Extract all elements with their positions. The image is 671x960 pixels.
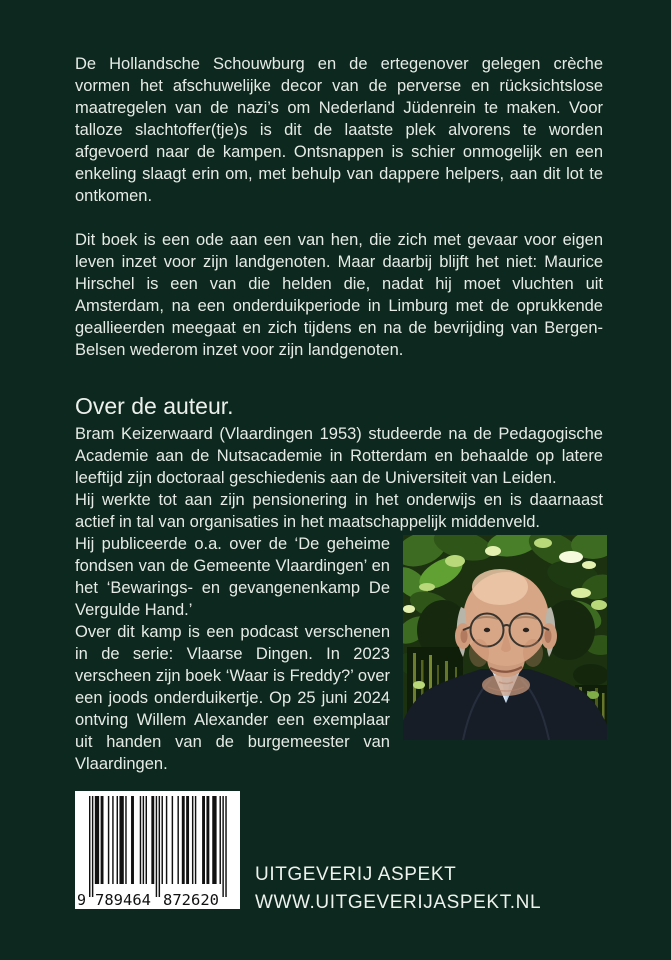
author-bio-paragraph-3: Hij publiceerde o.a. over de ‘De geheime fondsen van de Gemeente Vlaardingen’ en het ‘Bewarings- en gevangenenkamp De Vergulde Hand.’ [75, 535, 390, 619]
svg-text:9: 9 [77, 891, 87, 909]
isbn-barcode [75, 791, 240, 909]
author-photo [403, 535, 607, 740]
author-bio [75, 423, 603, 775]
author-photo-illustration [403, 535, 607, 740]
svg-text:789464: 789464 [95, 891, 151, 909]
publisher-block [255, 861, 541, 917]
barcode-graphic [75, 791, 240, 909]
author-bio-paragraph-1: Bram Keizerwaard (Vlaardingen 1953) studeerde na de Pedagogische Academie aan de Nutsacademie in Rotterdam en behaalde op latere leeftijd zijn doctoraal geschiedenis aan de Universiteit van Leiden. [75, 425, 603, 487]
synopsis-paragraph-2: Dit boek is een ode aan een van hen, die zich met gevaar voor eigen leven inzet voor zijn landgenoten. Maar daarbij blijft het niet: Maurice Hirschel is een van die helden die, nadat hij moet vluchten uit Amsterdam, na een onderduikperiode in Limburg met de oprukkende geallieerden meegaat en zich tijdens en na de bevrijding van Bergen-Belsen wederom inzet voor zijn landgenoten. [75, 231, 603, 359]
author-bio-paragraph-2: Hij werkte tot aan zijn pensionering in het onderwijs en is daarnaast actief in tal van organisaties in het maatschappelijk middenveld. [75, 491, 603, 531]
text-column [75, 53, 603, 775]
about-author-heading: Over de auteur. [75, 393, 234, 419]
synopsis-paragraph-1: De Hollandsche Schouwburg en de ertegenover gelegen crèche vormen het afschuwelijke decor van de perverse en rücksichtslose maatregelen van de nazi’s om Nederland Jüdenrein te maken. Voor talloze slachtoffer(tje)s is dit de laatste plek alvorens te worden afgevoerd naar de kampen. Ontsnappen is schier onmogelijk en een enkeling slaagt erin om, met behulp van dappere helpers, aan dit lot te ontkomen. [75, 55, 603, 205]
publisher-name: UITGEVERIJ ASPEKT [255, 864, 457, 885]
publisher-website: WWW.UITGEVERIJASPEKT.NL [255, 892, 542, 913]
author-bio-paragraph-4: Over dit kamp is een podcast verschenen in de serie: Vlaarse Dingen. In 2023 verscheen zijn boek ‘Waar is Freddy?’ over een joods onderduikertje. Op 25 juni 2024 ontving Willem Alexander een exemplaar uit handen van de burgemeester van Vlaardingen. [75, 623, 390, 773]
svg-text:872620: 872620 [163, 891, 219, 909]
